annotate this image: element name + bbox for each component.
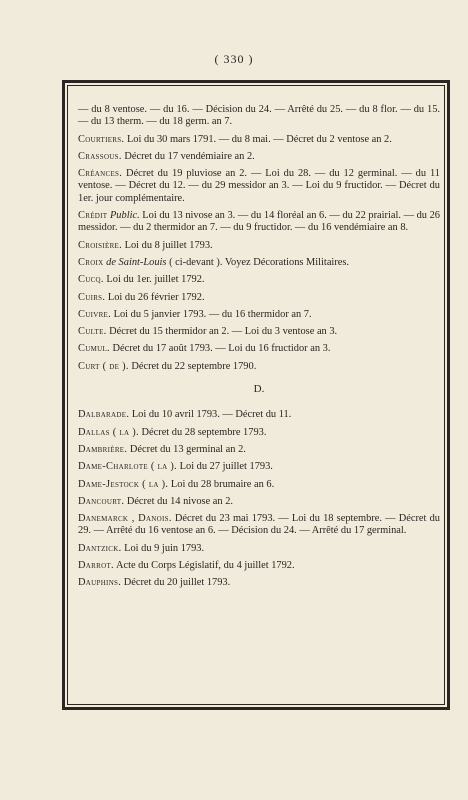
index-entry [78,560,440,572]
index-entry [78,479,440,491]
entry-text: Loi du 5 janvier 1793. — du 16 thermidor an 7. [111,308,312,320]
entries-d [78,409,440,589]
index-entry [78,309,440,321]
index-entry [78,210,440,235]
index-entry [78,496,440,508]
index-entry [78,343,440,355]
index-entry [78,104,440,129]
entry-text: Loi du 1er. juillet 1792. [103,274,205,286]
index-entry [78,151,440,163]
entry-text: ( ci-devant ). Voyez Décorations Militaires. [166,256,350,268]
entry-heading-italic: Public. [109,210,140,222]
entry-heading: Curt ( de ). [78,360,129,372]
index-entry [78,513,440,538]
entry-heading: Dancourt. [78,495,125,507]
entry-heading: Dantzick. [78,542,122,554]
index-entry [78,240,440,252]
entry-heading: Culte. [78,326,107,338]
entry-text: Loi du 27 juillet 1793. [177,461,273,473]
entries-c [78,104,440,373]
entry-heading: Cumul. [78,343,110,355]
entry-heading: Dambrière. [78,443,128,455]
index-entry [78,444,440,456]
entry-text: Loi du 10 avril 1793. — Décret du 11. [129,409,292,421]
entry-text: Loi du 28 brumaire an 6. [168,478,275,490]
entry-text: Acte du Corps Législatif, du 4 juillet 1792. [113,560,295,572]
entry-text: Décret du 13 germinal an 2. [127,443,246,455]
index-entry [78,543,440,555]
index-entry [78,326,440,338]
entry-heading: Cuirs. [78,291,106,303]
entry-heading: Créances. [78,168,123,180]
index-entry [78,257,440,269]
entry-text: Décret du 22 septembre 1790. [128,360,257,372]
entry-heading: Croix [78,256,104,268]
index-entry [78,292,440,304]
page-number: ( 330 ) [214,52,254,66]
entry-heading: Dame-Jestock ( la ). [78,478,169,490]
entry-text: Loi du 26 février 1792. [105,291,205,303]
entry-heading-italic: de Saint-Louis [106,256,167,268]
index-entry [78,274,440,286]
entry-heading: Crédit [78,210,108,222]
index-entry [78,168,440,205]
entry-heading: Cucq. [78,274,104,286]
entry-text: Décret du 19 pluviose an 2. — Loi du 28. — du 12 germinal. — du 11 ventose. — Décret du 12. — du 29 messidor an 3. — Loi du 9 fructidor. — Décret du 1er. jour complémentaire. [78,168,440,204]
entry-heading: Cuivre. [78,308,112,320]
index-entry [78,461,440,473]
index-entry [78,361,440,373]
index-entry [78,577,440,589]
entry-text: — du 8 ventose. — du 16. — Décision du 24. — Arrêté du 25. — du 8 flor. — du 15. — du 13 therm. — du 18 germ. an 7. [78,104,440,128]
index-entry [78,427,440,439]
index-entry [78,409,440,421]
entry-text: Décret du 17 vendémiaire an 2. [121,150,255,162]
entry-heading: Croisière. [78,239,123,251]
entry-text: Décret du 14 nivose an 2. [124,495,234,507]
section-letter-d: D. [253,383,265,396]
entry-heading: Darrot. [78,560,114,572]
entry-heading: Danemarck , Danois. [78,513,172,525]
index-content [78,104,440,595]
entry-heading: Dallas ( la ). [78,426,139,438]
entry-text: Décret du 20 juillet 1793. [121,577,231,589]
entry-heading: Dauphins. [78,577,122,589]
entry-text: Loi du 13 nivose an 3. — du 14 floréal an 6. — du 22 prairial. — du 26 messidor. — du 2 thermidor an 7. — du 9 fructidor. — du 16 vendémiaire an 8. [78,210,440,234]
entry-text: Décret du 17 août 1793. — Loi du 16 fructidor an 3. [109,343,331,355]
entry-heading: Crassous. [78,150,122,162]
entry-text: Décret du 23 mai 1793. — Loi du 18 septembre. — Décret du 29. — Arrêté du 16 ventose an 6. — Décision du 24. — Arrêté du 17 germinal. [78,513,441,537]
entry-text: Décret du 15 thermidor an 2. — Loi du 3 ventose an 3. [106,326,338,338]
entry-heading: Courtiers. [78,133,125,145]
index-entry [78,134,440,146]
entry-text: Décret du 28 septembre 1793. [138,426,267,438]
entry-heading: Dame-Charlote ( la ). [78,461,178,473]
entry-text: Loi du 30 mars 1791. — du 8 mai. — Décret du 2 ventose an 2. [124,133,392,145]
entry-heading: Dalbarade. [78,409,130,421]
entry-text: Loi du 9 juin 1793. [121,542,205,554]
entry-text: Loi du 8 juillet 1793. [122,239,213,251]
